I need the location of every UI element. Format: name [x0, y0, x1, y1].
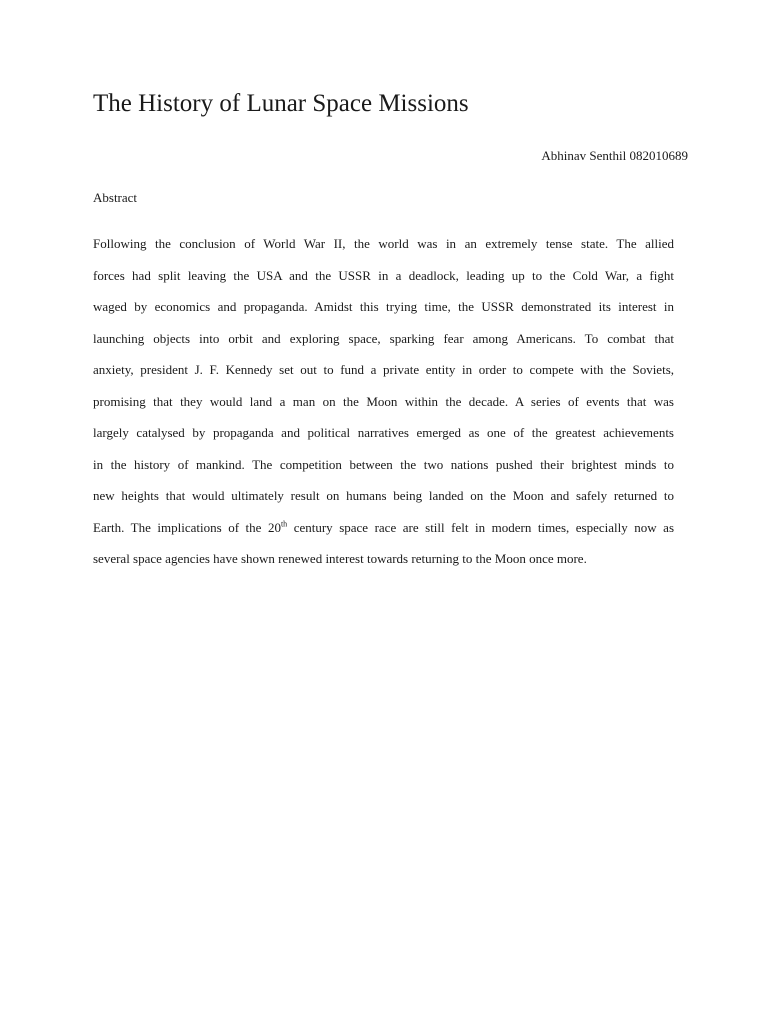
abstract-heading: Abstract — [93, 190, 138, 205]
abstract-line: largely catalysed by propaganda and political narratives emerged as one of the greatest achievements — [93, 425, 674, 440]
ordinal-superscript: th — [280, 519, 288, 529]
abstract-line: in the history of mankind. The competition between the two nations pushed their brightest minds to — [93, 456, 674, 472]
abstract-line: launching objects into orbit and exploring space, sparking fear among Americans. To combat that — [93, 330, 674, 346]
abstract-line: new heights that would ultimately result on humans being landed on the Moon and safely returned to — [93, 488, 674, 503]
abstract-line: anxiety, president J. F. Kennedy set out to fund a private entity in order to compete with the Soviets, — [93, 362, 674, 377]
abstract-text-segment: century space race are still felt in modern times, especially now as — [287, 519, 675, 535]
abstract-line-last: several space agencies have shown renewed interest towards returning to the Moon once more. — [93, 551, 587, 566]
page-title: The History of Lunar Space Missions — [93, 90, 469, 117]
abstract-line: promising that they would land a man on the Moon within the decade. A series of events that was — [93, 393, 674, 409]
author-line: Abhinav Senthil 082010689 — [541, 148, 688, 163]
abstract-line: Following the conclusion of World War II, the world was in an extremely tense state. The allied — [93, 236, 674, 251]
abstract-line: waged by economics and propaganda. Amidst this trying time, the USSR demonstrated its interest in — [93, 299, 674, 314]
abstract-paragraph — [93, 228, 674, 575]
abstract-line: forces had split leaving the USA and the USSR in a deadlock, leading up to the Cold War, a fight — [93, 267, 674, 283]
abstract-line-with-superscript — [93, 512, 674, 544]
abstract-text-segment: Earth. The implications of the 20 — [93, 519, 281, 535]
